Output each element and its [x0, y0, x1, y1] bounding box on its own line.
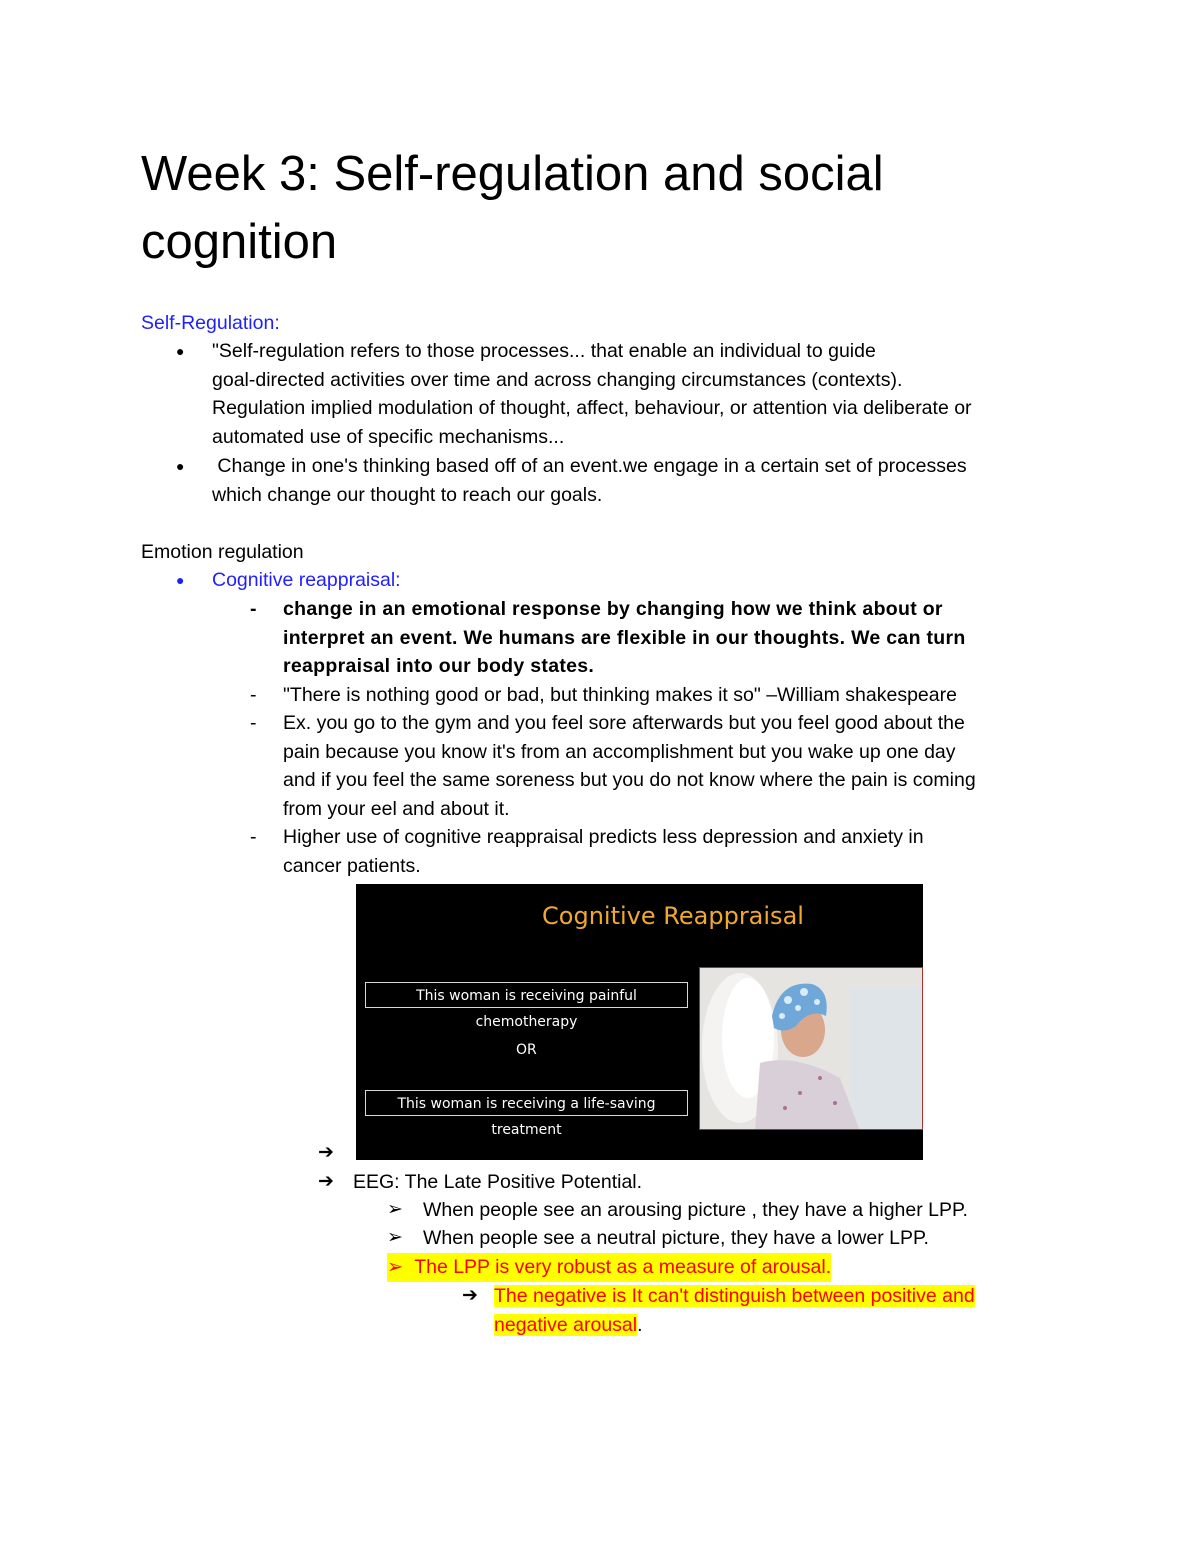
text-line: Change in one's thinking based off of an event.we engage in a certain set of processes: [212, 455, 967, 477]
period: .: [637, 1313, 643, 1336]
text-line: Regulation implied modulation of thought, affect, behaviour, or attention via deliberate or: [212, 397, 972, 420]
text-line: cancer patients.: [283, 854, 421, 877]
lpp-negative-note: [494, 1282, 1054, 1339]
text-line: from your eel and about it.: [283, 797, 510, 820]
dash-icon: -: [250, 826, 257, 848]
reappraisal-item-4: [283, 823, 1083, 880]
bullet-icon: ●: [176, 572, 185, 588]
patient-photo: [699, 967, 923, 1130]
eeg-heading: EEG: The Late Positive Potential.: [353, 1171, 643, 1193]
slide-option-box: This woman is receiving a life-saving treatment: [365, 1090, 688, 1116]
self-regulation-bullet-1: [212, 337, 1092, 451]
reappraisal-item-1: [283, 595, 1083, 681]
text-line: change in an emotional response by changing how we think about or: [283, 598, 943, 620]
text-line: Higher use of cognitive reappraisal predicts less depression and anxiety in: [283, 826, 924, 848]
negative-line: negative arousal: [494, 1313, 638, 1336]
text-line: automated use of specific mechanisms...: [212, 425, 565, 448]
text-line: "Self-regulation refers to those processes... that enable an individual to guide: [212, 340, 876, 362]
arrowhead-bullet-icon: ➢: [387, 1256, 404, 1278]
text-line: which change our thought to reach our goals.: [212, 483, 603, 506]
cognitive-reappraisal-heading: Cognitive reappraisal:: [212, 569, 401, 591]
text-line: "There is nothing good or bad, but thinking makes it so" –William shakespeare: [283, 684, 957, 706]
arrow-right-icon: ➔: [318, 1171, 334, 1192]
dash-icon: -: [250, 598, 257, 620]
lpp-highlight-text: The LPP is very robust as a measure of arousal.: [414, 1256, 832, 1278]
bullet-icon: ●: [176, 343, 185, 359]
dash-icon: -: [250, 712, 257, 734]
emotion-regulation-heading: Emotion regulation: [141, 541, 304, 563]
arrow-right-icon: ➔: [462, 1285, 478, 1306]
text-line: and if you feel the same soreness but you do not know where the pain is coming: [283, 769, 976, 792]
bullet-icon: ●: [176, 458, 185, 474]
text-line: interpret an event. We humans are flexible in our thoughts. We can turn: [283, 626, 966, 649]
lpp-highlight-point: [387, 1253, 831, 1282]
slide-title: Cognitive Reappraisal: [542, 902, 804, 930]
negative-line: The negative is It can't distinguish between positive and: [494, 1285, 975, 1307]
text-line: Ex. you go to the gym and you feel sore afterwards but you feel good about the: [283, 712, 965, 734]
text-line: goal-directed activities over time and across changing circumstances (contexts).: [212, 368, 903, 391]
self-regulation-heading: Self-Regulation:: [141, 312, 280, 334]
page-title: Week 3: Self-regulation and social cognition: [141, 147, 884, 269]
arrowhead-bullet-icon: ➢: [387, 1227, 403, 1248]
slide-option-box: This woman is receiving painful chemotherapy: [365, 982, 688, 1008]
dash-icon: -: [250, 684, 257, 706]
text-line: pain because you know it's from an accomplishment but you wake up one day: [283, 740, 956, 763]
self-regulation-bullet-2: [212, 452, 1092, 509]
eeg-point: When people see a neutral picture, they have a lower LPP.: [423, 1227, 929, 1249]
text-line: reappraisal into our body states.: [283, 655, 595, 678]
eeg-point: When people see an arousing picture , they have a higher LPP.: [423, 1199, 968, 1221]
arrowhead-bullet-icon: ➢: [387, 1199, 403, 1220]
slide-image: [356, 884, 923, 1160]
reappraisal-item-3: [283, 709, 1083, 823]
reappraisal-item-2: [283, 681, 1083, 710]
slide-or-label: OR: [516, 1042, 537, 1058]
arrow-right-icon: ➔: [318, 1142, 334, 1163]
